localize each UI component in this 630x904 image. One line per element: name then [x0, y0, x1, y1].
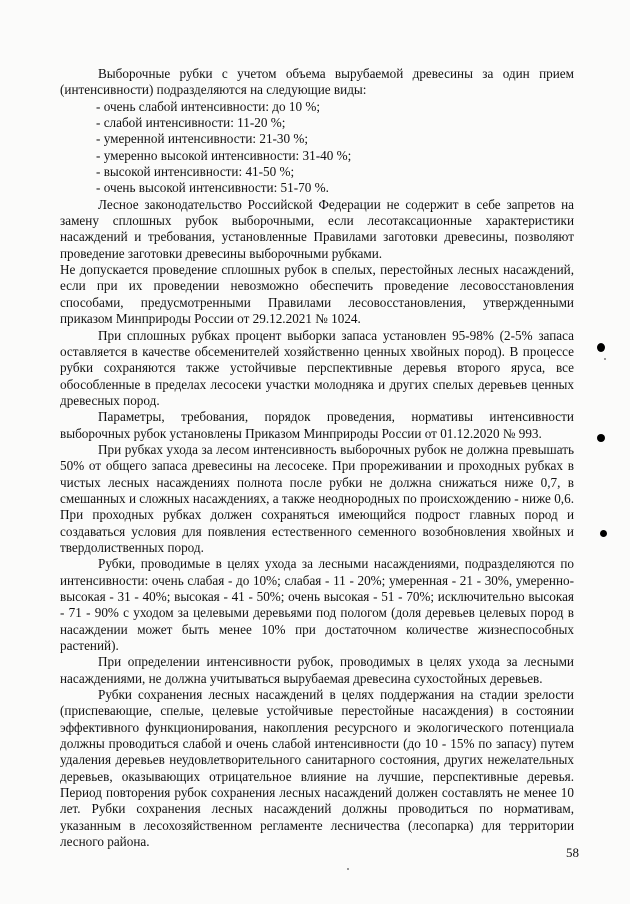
paragraph-parameters: Параметры, требования, порядок проведения, нормативы интенсивности выборочных рубок установлены Приказом Минприроды России от 01.12.2020 № 993.	[60, 409, 574, 441]
paragraph-deadwood: При определении интенсивности рубок, проводимых в целях ухода за лесными насаждениями, не должна учитываться вырубаемая древесина сухостойных деревьев.	[60, 654, 574, 686]
paragraph-care-felling: При рубках ухода за лесом интенсивность выборочных рубок не должна превышать 50% от общего запаса древесины на лесосеке. При прореживании и проходных рубках в чистых лесных насаждениях полнота после рубки не должна снижаться ниже 0,7, в смешанных и сложных насаждениях, а также неоднородных по происхождению - ниже 0,6. При проходных рубках должен сохраняться имеющийся подрост главных пород и создаваться условия для появления естественного семенного возобновления хвойных и твердолиственных пород.	[60, 441, 574, 555]
scan-mark	[597, 434, 605, 442]
list-item: - слабой интенсивности: 11-20 %;	[96, 115, 286, 131]
intensity-list	[60, 99, 574, 197]
paragraph-care-intensity: Рубки, проводимые в целях ухода за лесными насаждениями, подразделяются по интенсивности: очень слабая - до 10%; слабая - 11 - 20%; умеренная - 21 - 30%, умеренно-высокая - 31 - 40%; высокая - 41 - 50%; очень высокая - 51 - 70%; исключительно высокая - 71 - 90% с уходом за целевыми деревьями под пологом (доля деревьев целевых пород в насаждении может быть менее 10% при достаточном количестве жизнеспособных растений).	[60, 556, 574, 654]
paragraph-preservation: Рубки сохранения лесных насаждений в целях поддержания на стадии зрелости (приспевающие, спелые, целевые устойчивые перестойные насаждения) в состоянии эффективного функционирования, накопления ресурсного и экологического потенциала должны проводиться слабой и очень слабой интенсивности (до 10 - 15% по запасу) путем удаления деревьев неудовлетворительного санитарного состояния, других нежелательных деревьев, оказывающих отрицательное влияние на лучшие, перспективные деревья. Период повторения рубок сохранения лесных насаждений должен составлять не менее 10 лет. Рубки сохранения лесных насаждений должны проводиться по нормативам, указанным в лесохозяйственном регламенте лесничества (лесопарка) для территории лесного района.	[60, 687, 574, 850]
list-item: - очень высокой интенсивности: 51-70 %.	[96, 180, 329, 196]
paragraph-intro: Выборочные рубки с учетом объема вырубаемой древесины за один прием (интенсивности) подразделяются на следующие виды:	[60, 66, 574, 98]
list-item: - умеренно высокой интенсивности: 31-40 %;	[96, 147, 352, 163]
scan-mark	[600, 530, 607, 537]
scan-speck	[604, 358, 606, 360]
list-item: - умеренной интенсивности: 21-30 %;	[96, 131, 309, 147]
paragraph-prohibition: Не допускается проведение сплошных рубок в спелых, перестойных лесных насаждений, если при их проведении невозможно обеспечить проведение лесовосстановления способами, предусмотренными Правилами лесовосстановления, утвержденными приказом Минприроды России от 29.12.2021 № 1024.	[60, 262, 574, 327]
scan-speck	[347, 868, 349, 870]
list-item: - очень слабой интенсивности: до 10 %;	[96, 98, 321, 114]
paragraph-clear-cutting: При сплошных рубках процент выборки запаса установлен 95-98% (2-5% запаса оставляется в качестве обсеменителей хозяйственно ценных хвойных пород). В процессе рубки сохраняются также устойчивые перспективные деревья второго яруса, все обособленные в пределах лесосеки участки молодняка и других спелых деревьев ценных древесных пород.	[60, 327, 574, 408]
paragraph-legislation: Лесное законодательство Российской Федерации не содержит в себе запретов на замену сплошных рубок выборочными, если лесотаксационные характеристики насаждений и требования, установленные Правилами заготовки древесины, позволяют проведение заготовки древесины выборочными рубками.	[60, 196, 574, 261]
list-item: - высокой интенсивности: 41-50 %;	[96, 164, 295, 180]
page-number: 58	[566, 845, 579, 860]
scan-mark	[597, 343, 605, 352]
body-text	[60, 66, 574, 851]
